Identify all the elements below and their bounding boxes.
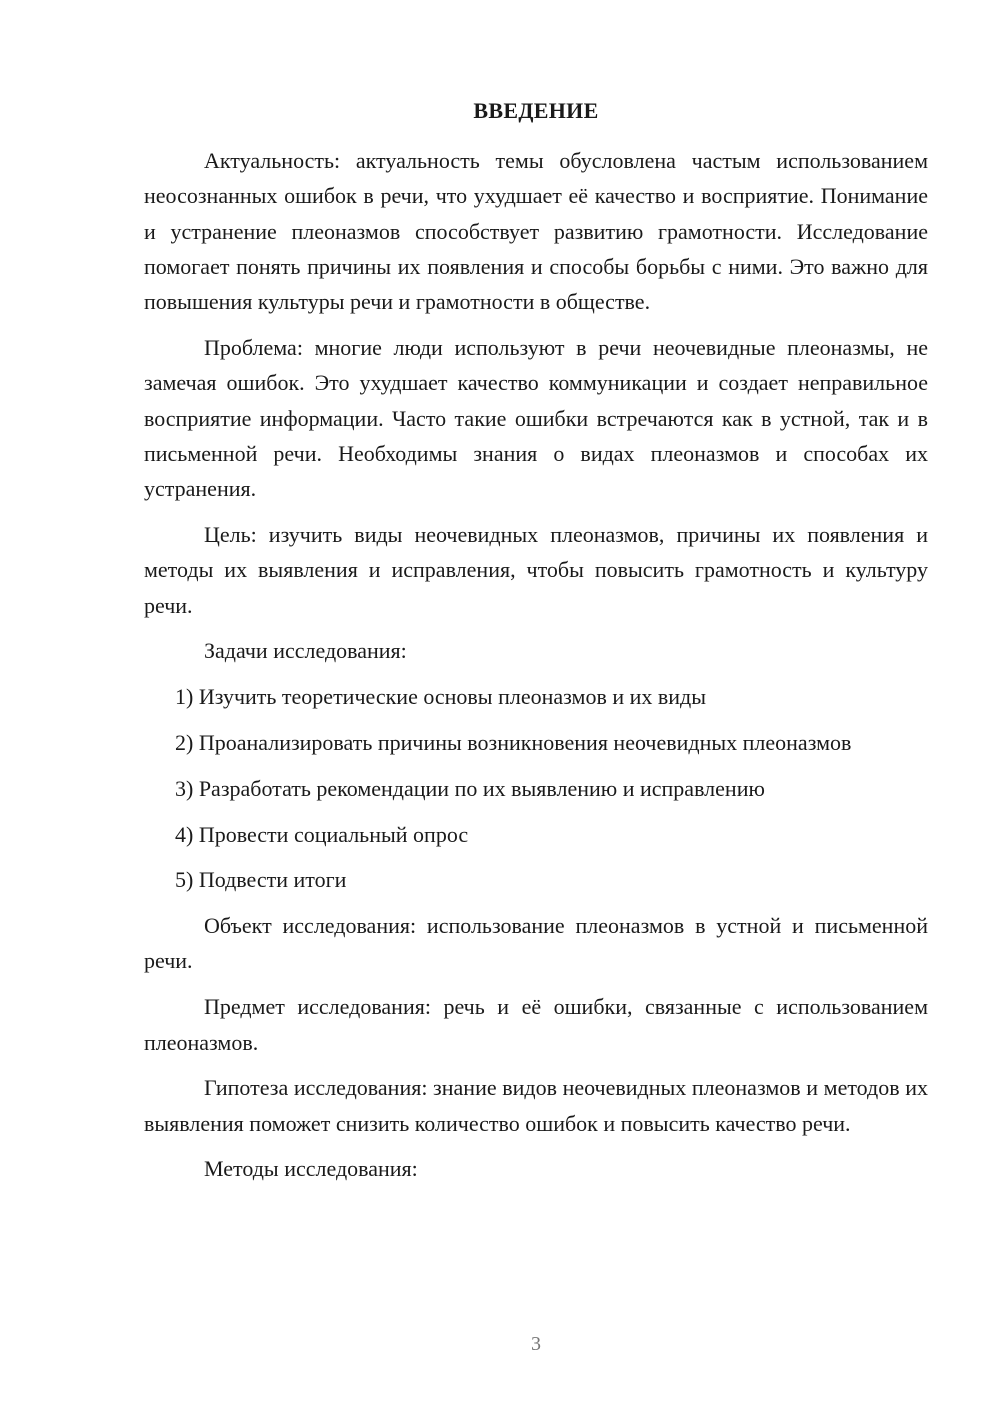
task-item-1: 1) Изучить теоретические основы плеоназмов и их виды [175, 684, 707, 710]
tasks-heading: Задачи исследования: [204, 638, 407, 664]
document-page [144, 0, 928, 1414]
section-title: ВВЕДЕНИЕ [473, 98, 599, 123]
object-paragraph: Объект исследования: использование плеоназмов в устной и письменной речи. [144, 913, 928, 974]
page-number: 3 [531, 1333, 541, 1355]
goal-paragraph: Цель: изучить виды неочевидных плеоназмов, причины их появления и методы их выявления и исправления, чтобы повысить грамотность и культуру речи. [144, 521, 928, 618]
task-item-4: 4) Провести социальный опрос [175, 821, 469, 847]
hypothesis-paragraph: Гипотеза исследования: знание видов неочевидных плеоназмов и методов их выявления поможет снизить количество ошибок и повысить качество речи. [144, 1075, 928, 1136]
subject-paragraph: Предмет исследования: речь и её ошибки, связанные с использованием плеоназмов. [144, 994, 928, 1055]
problem-paragraph: Проблема: многие люди используют в речи неочевидные плеоназмы, не замечая ошибок. Это ухудшает качество коммуникации и создает неправильное восприятие информации. Часто такие ошибки встречаются как в устной, так и в письменной речи. Необходимы знания о видах плеоназмов и способах их устранения. [144, 334, 928, 502]
methods-heading: Методы исследования: [204, 1156, 418, 1182]
task-item-3: 3) Разработать рекомендации по их выявлению и исправлению [175, 775, 765, 801]
task-item-5: 5) Подвести итоги [175, 867, 347, 893]
relevance-paragraph: Актуальность: актуальность темы обусловлена частым использованием неосознанных ошибок в речи, что ухудшает её качество и восприятие. Понимание и устранение плеоназмов способствует развитию грамотности. Исследование помогает понять причины их появления и способы борьбы с ними. Это важно для повышения культуры речи и грамотности в обществе. [144, 148, 928, 315]
task-item-2: 2) Проанализировать причины возникновения неочевидных плеоназмов [175, 729, 852, 755]
document-body [144, 143, 928, 1197]
